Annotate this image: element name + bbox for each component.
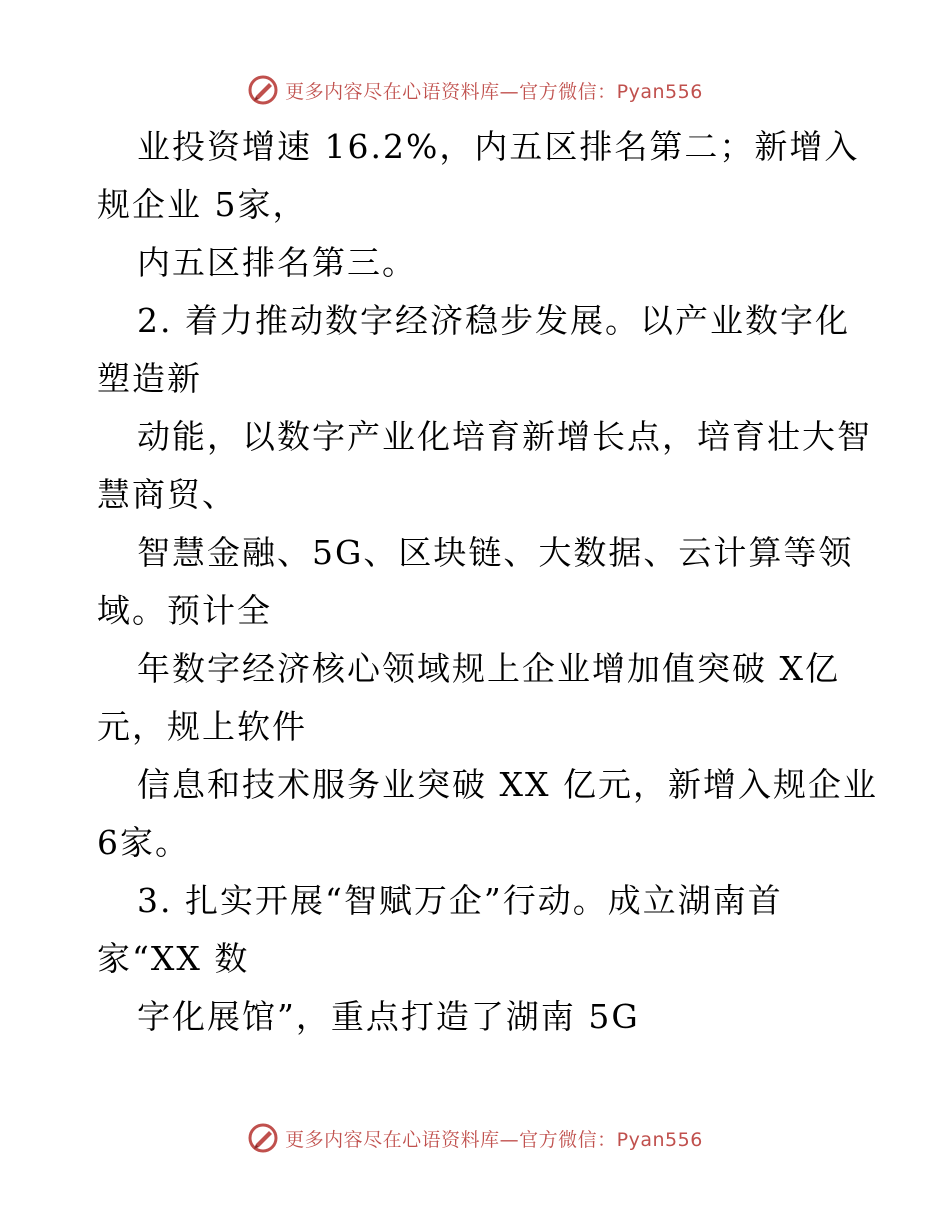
text-line: 塑造新 [97,359,202,398]
text-line: 2. 着力推动数字经济稳步发展。以产业数字化 [137,301,850,340]
text-line: 3. 扎实开展“智赋万企”行动。成立湖南首 [137,881,783,920]
document-body [97,118,887,1046]
text-line: 规企业 5家， [97,185,308,224]
text-line: 家“XX 数 [97,939,250,978]
text-line: 6家。 [97,823,190,862]
text-line: 智慧金融、5G、区块链、大数据、云计算等领 [137,533,854,572]
text-line: 慧商贸、 [97,475,237,514]
text-line: 字化展馆”，重点打造了湖南 5G [137,997,640,1036]
text-line: 信息和技术服务业突破 XX 亿元，新增入规企业 [137,765,878,804]
footer-watermark [0,1122,950,1154]
text-line: 年数字经济核心领域规上企业增加值突破 X亿 [137,649,840,688]
text-line: 业投资增速 16.2%，内五区排名第二；新增入 [137,127,860,166]
watermark-text: 更多内容尽在心语资料库—官方微信：Pyan556 [285,80,703,103]
text-line: 动能，以数字产业化培育新增长点，培育壮大智 [137,417,872,456]
pen-logo-icon [247,74,279,106]
text-line: 元，规上软件 [97,707,307,746]
header-watermark [0,74,950,106]
text-line: 内五区排名第三。 [137,243,417,282]
watermark-text: 更多内容尽在心语资料库—官方微信：Pyan556 [285,1128,703,1151]
pen-logo-icon [247,1122,279,1154]
text-line: 域。预计全 [97,591,272,630]
